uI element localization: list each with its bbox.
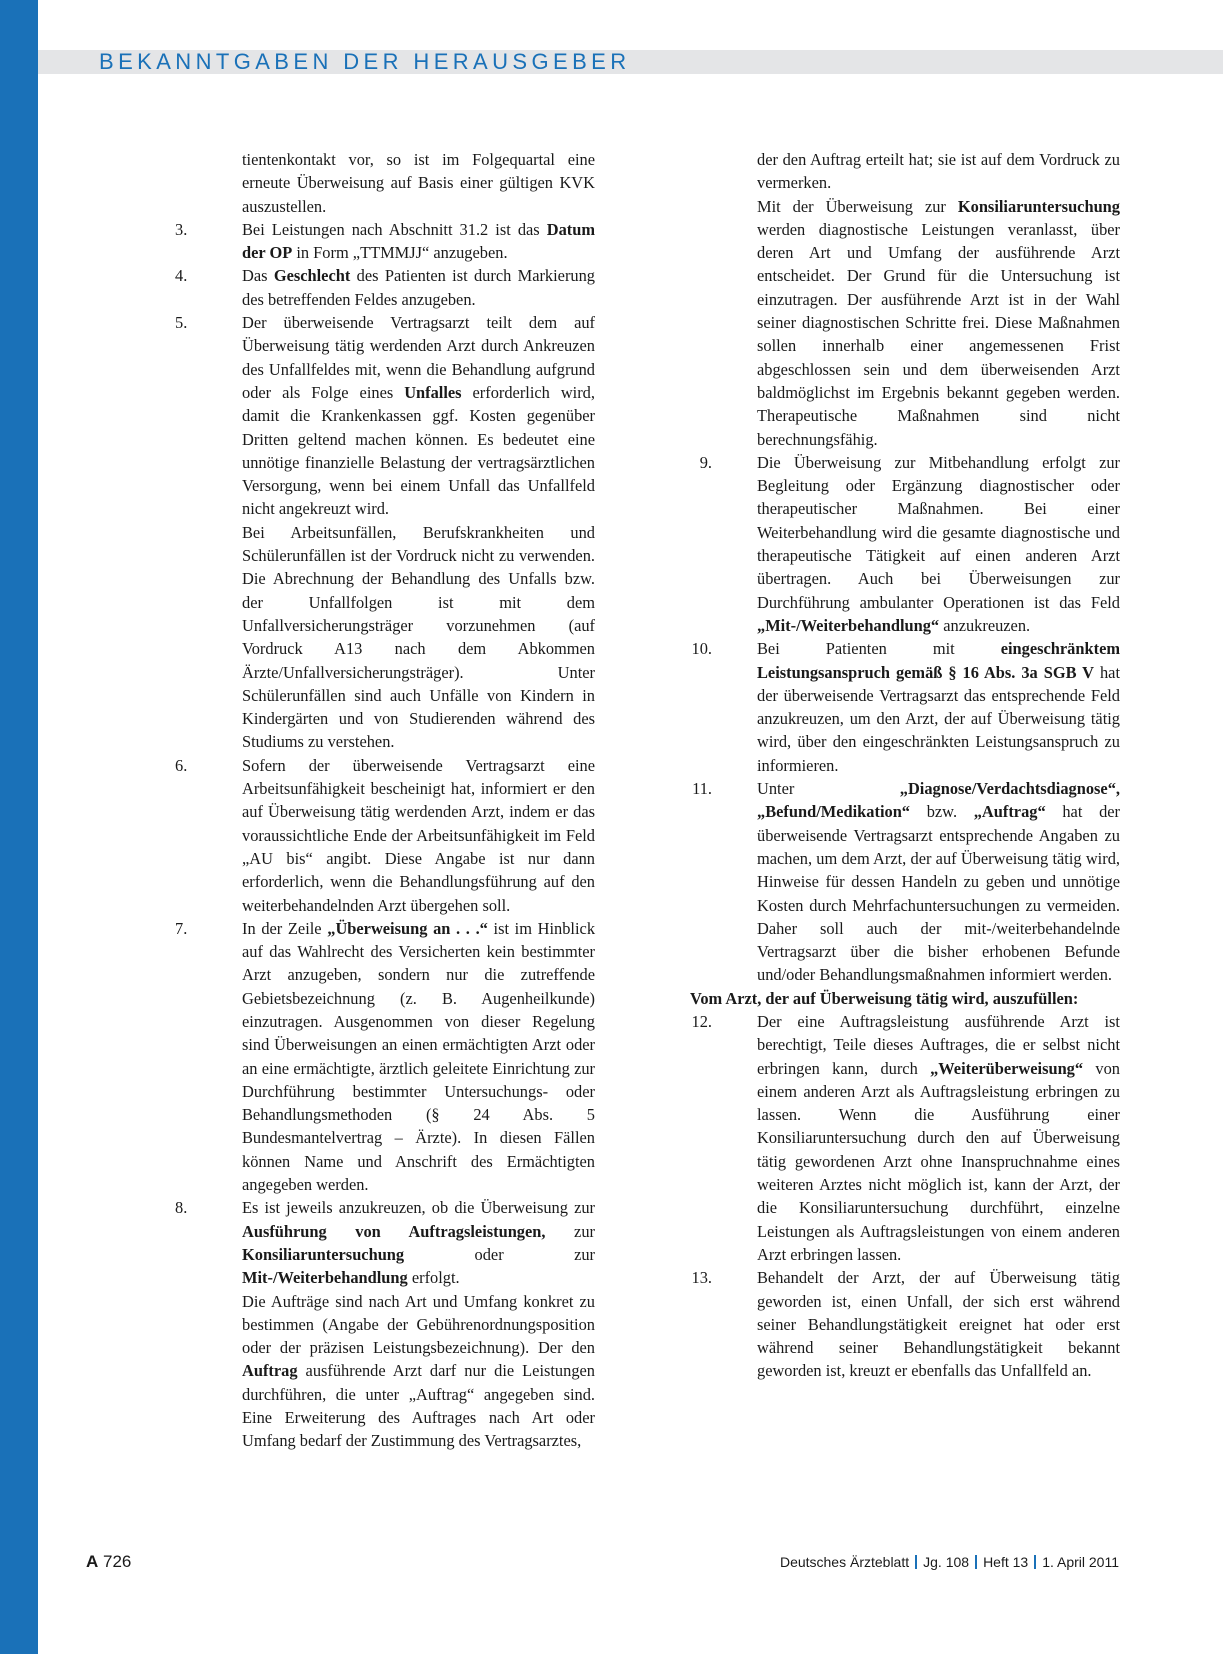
- journal-issue: Heft 13: [983, 1554, 1029, 1570]
- list-item: [690, 637, 1120, 777]
- bold-text: Konsiliaruntersuchung: [242, 1244, 405, 1264]
- side-color-bar: [0, 0, 38, 1654]
- text-run: Der eine Auftragsleistung ausführende Arzt ist berechtigt, Teile dieses Auftrages, die er selbst nicht erbringen kann, durch: [757, 1011, 1120, 1078]
- item-text: [757, 451, 1120, 637]
- item-text: [242, 1196, 595, 1289]
- bold-text: Geschlecht: [273, 266, 351, 286]
- list-item: [690, 1010, 1120, 1266]
- journal-name: Deutsches Ärzteblatt: [779, 1554, 910, 1570]
- item-number: 4.: [175, 266, 188, 286]
- paragraph: [690, 195, 1120, 451]
- bold-text: Konsiliaruntersuchung: [957, 196, 1120, 216]
- text-run: Bei Leistungen nach Abschnitt 31.2 ist das: [242, 219, 547, 239]
- item-text: [242, 917, 595, 1197]
- item-number: 5.: [175, 313, 188, 333]
- text-run: Behandelt der Arzt, der auf Überweisung tätig geworden ist, einen Unfall, der sich erst während seiner Behandlungstätigkeit ereignet hat oder erst während seiner Behandlungstätigkeit bekannt geworden ist, kreuzt er ebenfalls das Unfallfeld an.: [757, 1268, 1120, 1381]
- text-run: erfolgt.: [407, 1268, 460, 1288]
- item-number: 7.: [175, 918, 188, 938]
- list-item: [175, 754, 595, 917]
- text-run: zur: [545, 1221, 595, 1241]
- text-run: Bei Patienten mit: [757, 639, 1001, 659]
- continuation-text: der den Auftrag erteilt hat; sie ist auf dem Vordruck zu vermerken.: [757, 150, 1120, 193]
- text-run: werden diagnostische Leistungen veranlasst, über deren Art und Umfang der ausführende Arzt entscheidet. Der Grund für die Untersuchung ist einzutragen. Der ausführende Arzt ist in der Wahl seiner diagnostischen Schritte frei. Diese Maßnahmen sollen innerhalb einer angemessenen Frist abgeschlossen sein und dem überweisenden Arzt baldmöglichst im Ergebnis bekannt gegeben werden. Therapeutische Maßnahmen sind nicht berechnungsfähig.: [757, 219, 1120, 449]
- item-number: 10.: [691, 639, 712, 659]
- bold-text: „Überweisung an . . .“: [327, 918, 488, 938]
- text-run: Das: [242, 266, 274, 286]
- list-item: [175, 218, 595, 265]
- text-run: ist im Hinblick auf das Wahlrecht des Versicherten kein bestimmter Arzt anzugeben, sondern nur die zutreffende Gebietsbezeichnung (z. B. Augenheilkunde) einzutragen. Ausgenommen von dieser Regelung sind Überweisungen an einen ermächtigten Arzt oder an eine ermächtigte, ärztlich geleitete Einrichtung zur Durchführung bestimmter Untersuchungs- oder Behandlungsmethoden (§ 24 Abs. 5 Bundesmantelvertrag – Ärzte). In diesen Fällen können Name und Anschrift des Ermächtigten angegeben werden.: [242, 918, 596, 1195]
- list-item: [175, 264, 595, 311]
- right-column: [690, 148, 1120, 1383]
- journal-footer: [780, 1554, 1119, 1570]
- item-text: [242, 264, 595, 311]
- text-run: Die Aufträge sind nach Art und Umfang konkret zu bestimmen (Angabe der Gebührenordnungsposition oder der präzisen Leistungsbezeichnung). Der den: [242, 1291, 595, 1358]
- separator: [915, 1555, 917, 1569]
- bold-text: Ausführung von Auftragsleistungen,: [242, 1221, 546, 1241]
- continuation-text: tientenkontakt vor, so ist im Folgequartal eine erneute Überweisung auf Basis einer gültigen KVK auszustellen.: [242, 150, 595, 216]
- item-number: 3.: [175, 219, 188, 239]
- item-number: 13.: [691, 1268, 712, 1288]
- paragraph: [175, 1290, 595, 1453]
- list-item: [690, 777, 1120, 987]
- bold-text: Datum der OP: [242, 219, 595, 263]
- journal-date: 1. April 2011: [1042, 1554, 1119, 1570]
- text-run: anzukreuzen.: [939, 615, 1031, 635]
- text-run: Mit der Überweisung zur: [757, 196, 958, 216]
- text-run: bzw.: [910, 802, 974, 822]
- text-run: Unter: [757, 779, 900, 799]
- section-heading: Vom Arzt, der auf Überweisung tätig wird, auszufüllen:: [690, 988, 1079, 1008]
- page-number: [86, 1552, 131, 1572]
- page-prefix: A: [86, 1552, 99, 1571]
- bold-text: Auftrag: [242, 1361, 298, 1381]
- bold-text: eingeschränktem Leistungsanspruch gemäß § 16 Abs. 3a SGB V: [757, 639, 1120, 682]
- text-run: hat der überweisende Vertragsarzt das entsprechende Feld anzukreuzen, um den Arzt, der auf Überweisung tätig wird, über den eingeschränkten Leistungsanspruch zu informieren.: [757, 662, 1121, 775]
- list-item: [690, 1266, 1120, 1382]
- item-number: 6.: [175, 755, 188, 775]
- text-run: In der Zeile: [242, 918, 328, 938]
- text-run: Die Überweisung zur Mitbehandlung erfolgt zur Begleitung oder Ergänzung diagnostischer oder therapeutischer Maßnahmen. Bei einer Weiterbehandlung wird die gesamte diagnostische und therapeutische Tätigkeit auf einen anderen Arzt übertragen. Auch bei Überweisungen zur Durchführung ambulanter Operationen ist das Feld: [757, 452, 1120, 612]
- item-text: [242, 311, 595, 521]
- separator: [1034, 1555, 1036, 1569]
- item-text: [242, 754, 595, 917]
- items-group: [690, 451, 1120, 987]
- item-text: [757, 1266, 1120, 1382]
- bold-text: „Weiterüberweisung“: [930, 1058, 1084, 1078]
- item-number: 12.: [691, 1011, 712, 1031]
- bold-text: „Diagnose/Verdachtsdiagnose“, „Befund/Medikation“: [757, 779, 1120, 822]
- bold-text: „Auftrag“: [973, 802, 1046, 822]
- text-run: Sofern der überweisende Vertragsarzt eine Arbeitsunfähigkeit bescheinigt hat, informiert er den auf Überweisung tätig werdenden Arzt, indem er das voraussichtliche Ende der Arbeitsunfähigkeit im Feld „AU bis“ angibt. Diese Angabe ist nur dann erforderlich, wenn die Behandlungsführung auf den weiterbehandelnden Arzt übergehen soll.: [242, 755, 595, 915]
- text-run: oder zur: [404, 1244, 595, 1264]
- left-column: [175, 148, 595, 1453]
- items-group: [690, 1010, 1120, 1383]
- item-number: 9.: [699, 452, 712, 472]
- paragraph: Bei Arbeitsunfällen, Berufskrankheiten und Schülerunfällen ist der Vordruck nicht zu verwenden. Die Abrechnung der Behandlung des Unfalls bzw. der Unfallfolgen ist mit dem Unfallversicherungsträger vorzunehmen (auf Vordruck A13 nach dem Abkommen Ärzte/Unfallversicherungsträger). Unter Schülerunfällen sind auch Unfälle von Kindern in Kindergärten und von Studierenden während des Studiums zu verstehen.: [242, 522, 595, 752]
- text-run: Der überweisende Vertragsarzt teilt dem auf Überweisung tätig werdenden Arzt durch Ankreuzen des Unfallfeldes mit, wenn die Behandlung aufgrund oder als Folge eines: [242, 313, 595, 402]
- bold-text: Unfalles: [404, 382, 462, 402]
- list-item: [175, 311, 595, 521]
- item-number: 11.: [692, 779, 712, 799]
- separator: [975, 1555, 977, 1569]
- item-text: [757, 777, 1120, 987]
- items-group: [175, 218, 595, 521]
- items-group: [175, 754, 595, 1290]
- item-text: [242, 218, 595, 265]
- item-number: 8.: [175, 1198, 188, 1218]
- text-run: Es ist jeweils anzukreuzen, ob die Überweisung zur: [242, 1198, 595, 1218]
- section-header: BEKANNTGABEN DER HERAUSGEBER: [99, 49, 631, 74]
- list-item: [175, 917, 595, 1197]
- page-number-value: 726: [103, 1552, 132, 1571]
- list-item: [175, 1196, 595, 1289]
- item-text: [757, 637, 1120, 777]
- text-run: von einem anderen Arzt als Auftragsleistung erbringen zu lassen. Wenn die Ausführung einer Konsiliaruntersuchung durch den auf Überweisung tätig gewordenen Arzt ohne Inanspruchnahme eines weiteren Arztes nicht möglich ist, kann der Arzt, der die Konsiliaruntersuchung durchführt, einzelne Leistungen als Auftragsleistungen von einem anderen Arzt erbringen lassen.: [757, 1058, 1121, 1264]
- bold-text: Mit-/Weiterbehandlung: [242, 1268, 408, 1288]
- text-run: erforderlich wird, damit die Krankenkassen ggf. Kosten gegenüber Dritten geltend machen können. Es bedeutet eine unnötige finanzielle Belastung der vertragsärztlichen Versorgung, wenn bei einem Unfall das Unfallfeld nicht angekreuzt wird.: [242, 382, 595, 519]
- text-run: des Patienten ist durch Markierung des betreffenden Feldes anzugeben.: [242, 266, 595, 309]
- item-text: [757, 1010, 1120, 1266]
- text-run: hat der überweisende Vertragsarzt entsprechende Angaben zu machen, um dem Arzt, der auf Überweisung tätig wird, Hinweise für dessen Handeln zu geben und unnötige Kosten durch Mehrfachuntersuchungen zu vermeiden. Daher soll auch der mit-/weiterbehandelnde Vertragsarzt über die bisher erhobenen Befunde und/oder Behandlungsmaßnahmen informiert werden.: [757, 802, 1120, 985]
- text-run: ausführende Arzt darf nur die Leistungen durchführen, die unter „Auftrag“ angegeben sind. Eine Erweiterung des Auftrages nach Art oder Umfang bedarf der Zustimmung des Vertragsarztes,: [242, 1361, 595, 1451]
- list-item: [690, 451, 1120, 637]
- bold-text: „Mit-/Weiterbehandlung“: [757, 615, 940, 635]
- journal-volume: Jg. 108: [923, 1554, 970, 1570]
- text-run: in Form „TTMMJJ“ anzugeben.: [292, 243, 508, 263]
